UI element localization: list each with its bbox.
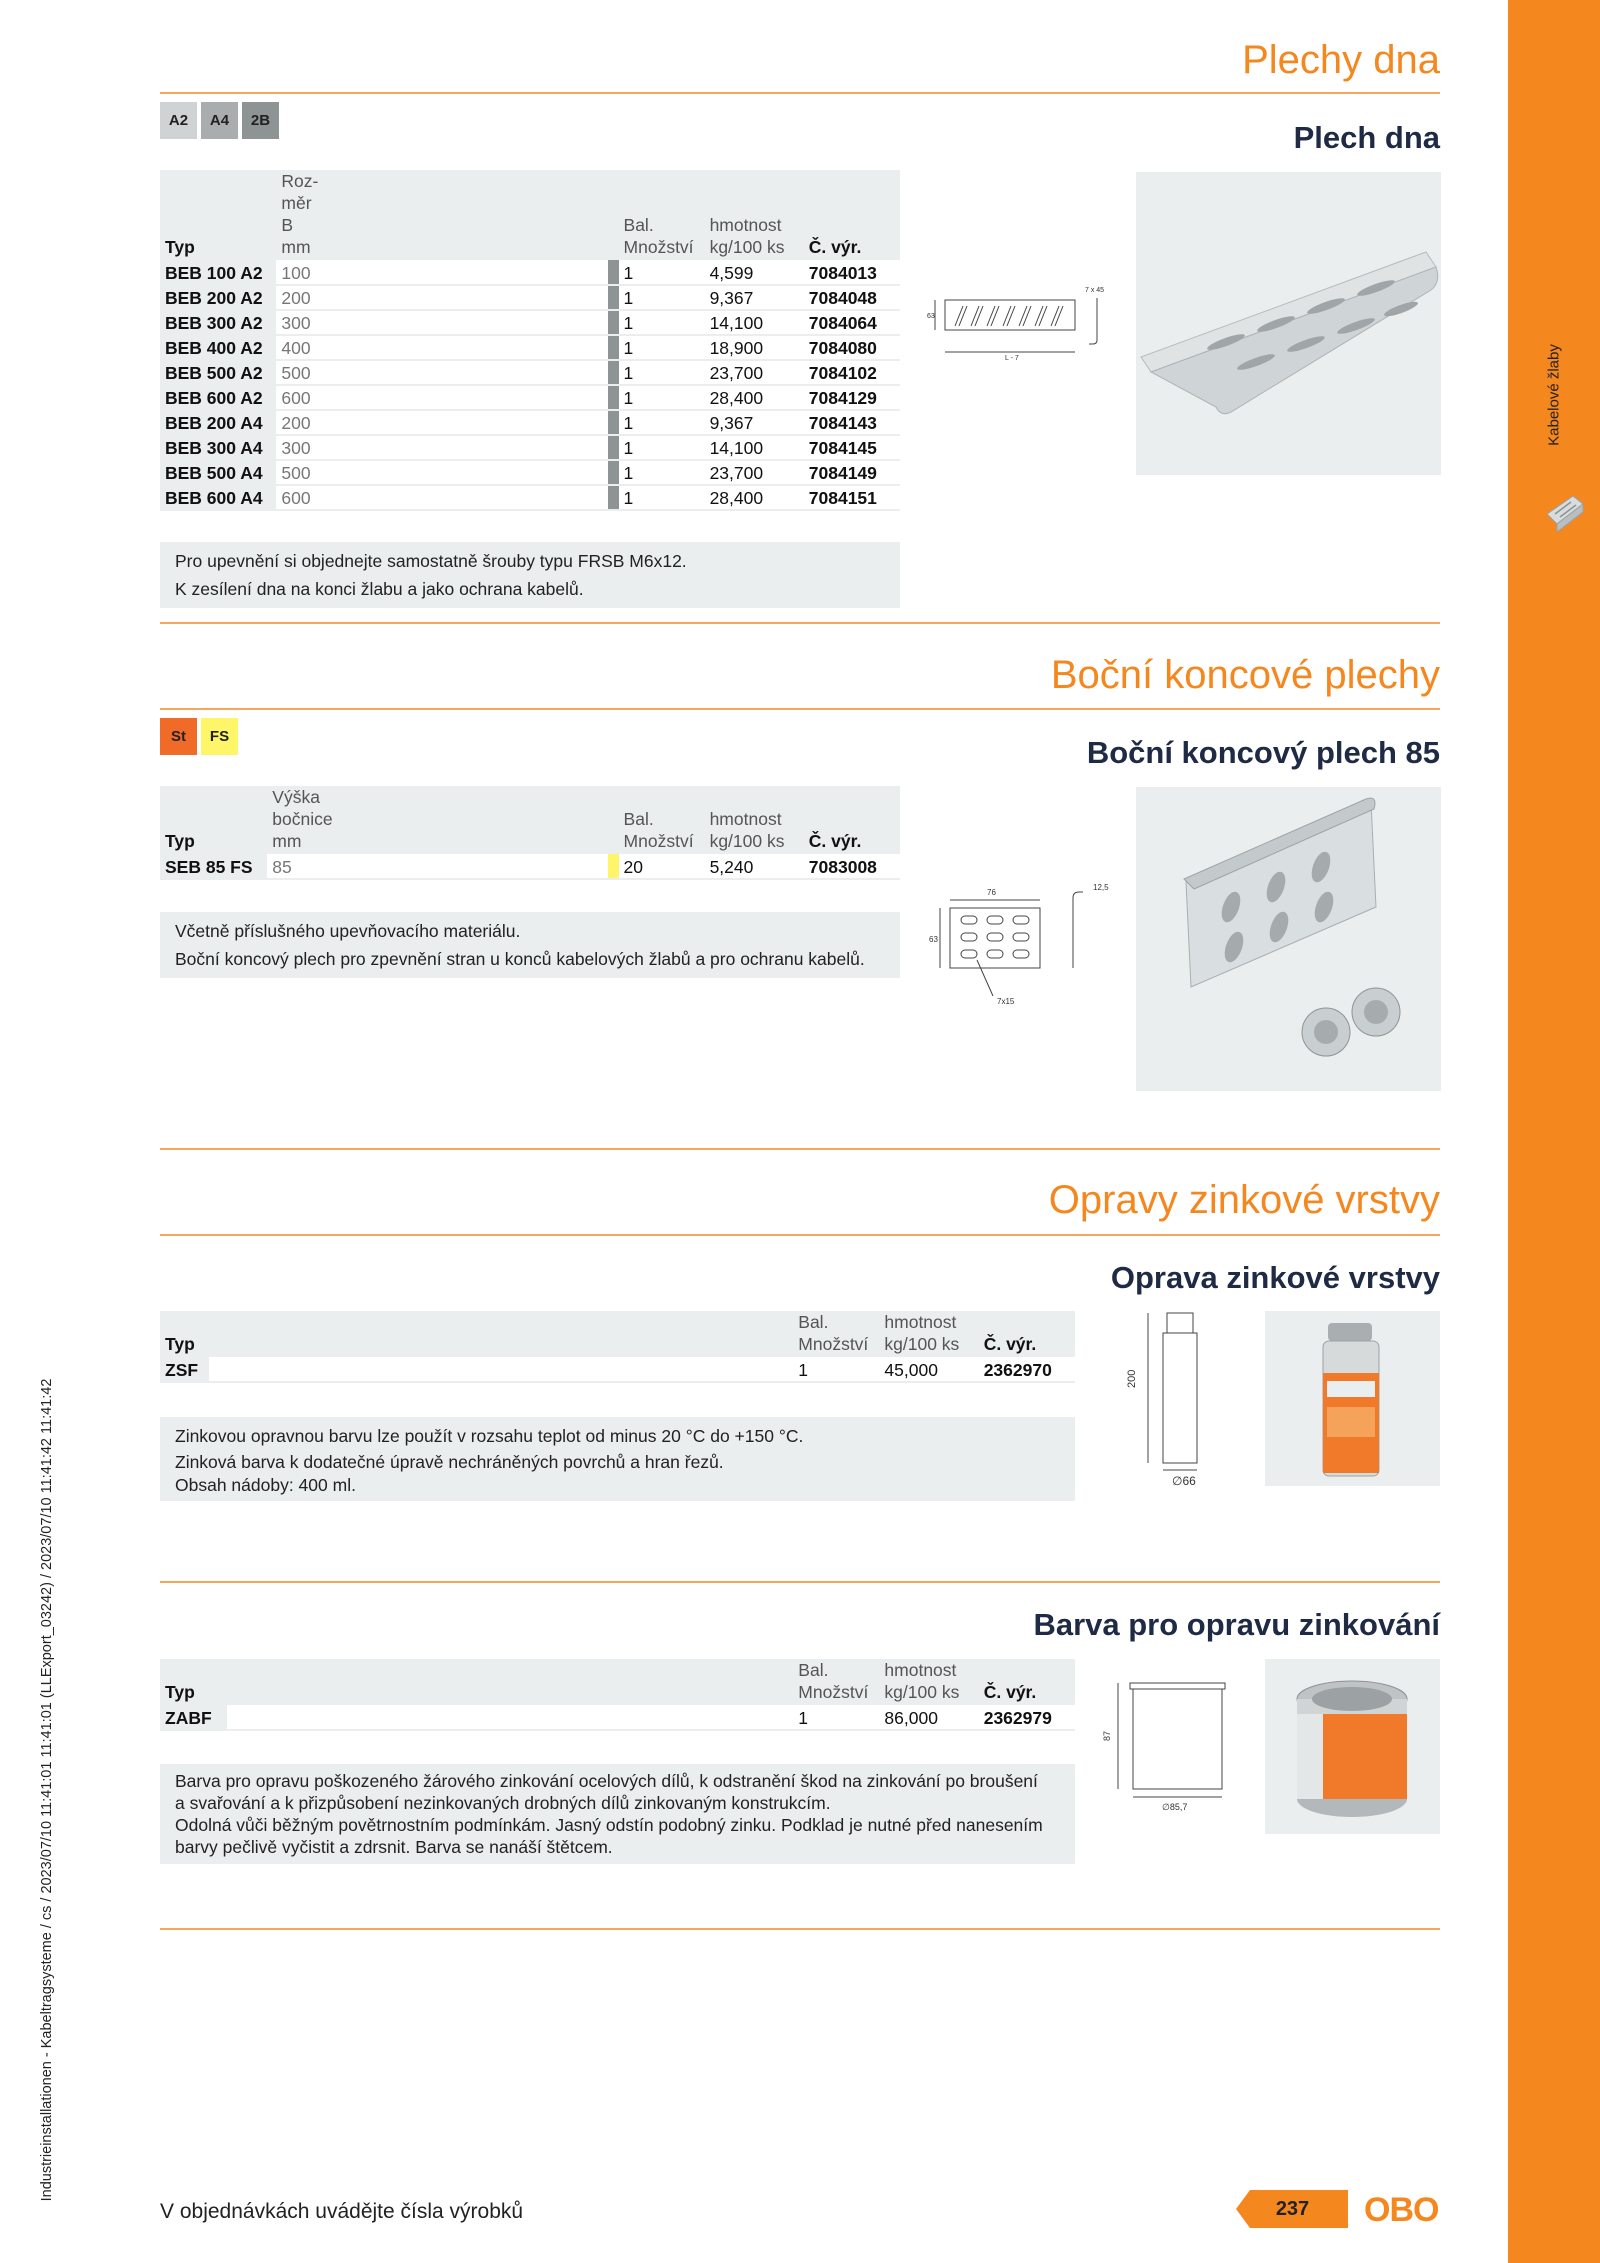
technical-drawing-bocni-plech: [925, 878, 1125, 1008]
section-rule: [160, 1581, 1440, 1583]
table-row: [160, 435, 900, 460]
cell-material-mark: [608, 335, 618, 360]
product-photo-bocni-plech: [1136, 787, 1441, 1091]
drawing-label: ∅85,7: [1162, 1802, 1188, 1812]
table-row: [160, 1357, 1075, 1382]
cell-weight: 14,100: [705, 435, 804, 460]
section-rule: [160, 1234, 1440, 1236]
cell-qty: 1: [619, 410, 705, 435]
cell-qty: 1: [619, 435, 705, 460]
col-typ: Typ: [165, 237, 195, 257]
section-title-bocni-koncove-plechy: Boční koncové plechy: [1050, 653, 1440, 697]
cell-dim: 600: [276, 385, 325, 410]
technical-drawing-paint-can: [1100, 1675, 1240, 1815]
col-article: Č. výr.: [808, 237, 862, 257]
col-article: Č. výr.: [983, 1334, 1037, 1354]
drawing-label: 200: [1126, 1369, 1138, 1388]
cell-weight: 14,100: [705, 310, 804, 335]
cell-weight: 23,700: [705, 460, 804, 485]
cell-material-mark: [608, 854, 618, 879]
col-weight: hmotnost kg/100 ks: [884, 1660, 960, 1702]
cell-article-number: 7084143: [804, 410, 900, 435]
cell-typ: BEB 400 A2: [160, 335, 276, 360]
material-badges: [160, 102, 279, 139]
material-badges: [160, 718, 238, 755]
cell-weight: 23,700: [705, 360, 804, 385]
cell-qty: 1: [619, 460, 705, 485]
cell-weight: 86,000: [879, 1705, 978, 1730]
note-box: [160, 912, 900, 978]
note-line: Boční koncový plech pro zpevnění stran u konců kabelových žlabů a pro ochranu kabelů.: [175, 949, 865, 969]
section-rule: [160, 708, 1440, 710]
table-row: [160, 310, 900, 335]
cell-typ: BEB 600 A2: [160, 385, 276, 410]
technical-drawing-plech-dna: [925, 280, 1115, 370]
table-header: [160, 1311, 1075, 1357]
table-row: [160, 385, 900, 410]
orange-sidebar: [1508, 0, 1600, 2263]
cell-article-number: 7084013: [804, 260, 900, 285]
note-line: Odolná vůči běžným povětrnostním podmínkám. Jasný odstín podobný zinku. Podklad je nutné před nanesením: [175, 1815, 1043, 1835]
drawing-label: 7 x 45: [1085, 287, 1105, 294]
col-dim: Výška bočnice mm: [272, 787, 333, 851]
cell-material-mark: [608, 310, 618, 335]
col-typ: Typ: [165, 1682, 195, 1702]
cell-material-mark: [608, 435, 618, 460]
cell-weight: 45,000: [879, 1357, 978, 1382]
cell-typ: ZSF: [160, 1357, 209, 1382]
cell-typ: BEB 500 A4: [160, 460, 276, 485]
note-line: Obsah nádoby: 400 ml.: [175, 1475, 356, 1495]
badge-a2: A2: [160, 102, 197, 139]
cell-article-number: 7084145: [804, 435, 900, 460]
obo-logo-text: OBO: [1364, 2191, 1439, 2228]
cell-article-number: 7084064: [804, 310, 900, 335]
cell-dim: 500: [276, 360, 325, 385]
cell-weight: 28,400: [705, 385, 804, 410]
cell-dim: 85: [267, 854, 341, 879]
cell-typ: BEB 600 A4: [160, 485, 276, 510]
col-qty: Bal. Množství: [623, 215, 694, 257]
col-typ: Typ: [165, 831, 195, 851]
section-rule: [160, 1928, 1440, 1930]
cell-weight: 9,367: [705, 410, 804, 435]
note-line: Barva pro opravu poškozeného žárového zinkování ocelových dílů, k odstranění škod na zinkování po broušení: [175, 1771, 1038, 1791]
technical-drawing-spray-can: [1120, 1310, 1230, 1492]
cell-dim: 400: [276, 335, 325, 360]
cell-weight: 28,400: [705, 485, 804, 510]
product-title-bocni-koncovy-plech: Boční koncový plech 85: [1086, 735, 1440, 770]
cell-material-mark: [608, 410, 618, 435]
cell-article-number: 2362979: [979, 1705, 1075, 1730]
table-row: [160, 485, 900, 510]
product-title-plech-dna: Plech dna: [1293, 120, 1440, 155]
section-rule: [160, 1148, 1440, 1150]
cell-qty: 1: [619, 385, 705, 410]
cell-typ: BEB 100 A2: [160, 260, 276, 285]
product-table-bocni-koncovy-plech: [160, 786, 900, 880]
note-box: [160, 1417, 1075, 1501]
product-photo-paint-can: [1265, 1659, 1440, 1834]
product-table-plech-dna: [160, 170, 900, 511]
cell-dim: 100: [276, 260, 325, 285]
cell-article-number: 2362970: [979, 1357, 1075, 1382]
cell-article-number: 7084149: [804, 460, 900, 485]
col-weight: hmotnost kg/100 ks: [884, 1312, 960, 1354]
cell-dim: 300: [276, 310, 325, 335]
note-line: a svařování a k přizpůsobení nezinkovaných drobných dílů zinkovaným konstrukcím.: [175, 1793, 831, 1813]
cell-article-number: 7084048: [804, 285, 900, 310]
product-table-barva-pro-opravu: [160, 1659, 1075, 1731]
cell-qty: 1: [619, 285, 705, 310]
table-row: [160, 260, 900, 285]
cell-material-mark: [608, 460, 618, 485]
col-weight: hmotnost kg/100 ks: [709, 215, 785, 257]
table-row: [160, 854, 900, 879]
note-box: [160, 542, 900, 608]
col-qty: Bal. Množství: [798, 1312, 869, 1354]
cell-qty: 1: [619, 485, 705, 510]
drawing-label: 76: [987, 888, 996, 897]
note-line: Pro upevnění si objednejte samostatně šrouby typu FRSB M6x12.: [175, 551, 687, 571]
product-table-oprava-zinkove-vrstvy: [160, 1311, 1075, 1383]
cell-material-mark: [608, 385, 618, 410]
cable-tray-icon[interactable]: [1543, 490, 1587, 534]
product-photo-spray-can: [1265, 1311, 1440, 1486]
cell-dim: 600: [276, 485, 325, 510]
note-line: Včetně příslušného upevňovacího materiálu.: [175, 921, 521, 941]
badge-a4: A4: [201, 102, 238, 139]
cell-weight: 4,599: [705, 260, 804, 285]
badge-st: St: [160, 718, 197, 755]
cell-material-mark: [608, 260, 618, 285]
cell-dim: 200: [276, 410, 325, 435]
cell-material-mark: [608, 360, 618, 385]
drawing-label: 12,5: [1093, 883, 1109, 892]
cell-weight: 18,900: [705, 335, 804, 360]
table-row: [160, 360, 900, 385]
cell-material-mark: [608, 485, 618, 510]
product-title-barva-pro-opravu-zinkovani: Barva pro opravu zinkování: [1033, 1607, 1440, 1642]
export-meta-text: Industrieinstallationen - Kabeltragsysteme / cs / 2023/07/10 11:41:01 11:41:01 (LLExport_03242) / 2023/07/10 11:41:42 11:41:42: [39, 1378, 55, 2202]
badge-fs: FS: [201, 718, 238, 755]
cell-typ: SEB 85 FS: [160, 854, 267, 879]
drawing-label: ∅66: [1172, 1474, 1196, 1488]
cell-qty: 20: [619, 854, 705, 879]
cell-material-mark: [608, 285, 618, 310]
footer-order-note: V objednávkách uvádějte čísla výrobků: [160, 2200, 524, 2223]
cell-typ: BEB 200 A2: [160, 285, 276, 310]
cell-typ: BEB 500 A2: [160, 360, 276, 385]
cell-article-number: 7084151: [804, 485, 900, 510]
cell-dim: 300: [276, 435, 325, 460]
cell-qty: 1: [619, 360, 705, 385]
section-title-plechy-dna: Plechy dna: [1242, 38, 1440, 82]
obo-logo[interactable]: [1364, 2190, 1442, 2228]
note-line: Zinkovou opravnou barvu lze použít v rozsahu teplot od minus 20 °C do +150 °C.: [175, 1426, 804, 1446]
table-row: [160, 335, 900, 360]
cell-qty: 1: [619, 335, 705, 360]
badge-2b: 2B: [242, 102, 279, 139]
sidebar-category-label[interactable]: Kabelové žlaby: [1545, 344, 1563, 446]
col-article: Č. výr.: [983, 1682, 1037, 1702]
cell-dim: 500: [276, 460, 325, 485]
col-dim: Roz- měr B mm: [281, 171, 319, 257]
cell-typ: BEB 300 A2: [160, 310, 276, 335]
cell-typ: BEB 300 A4: [160, 435, 276, 460]
cell-weight: 9,367: [705, 285, 804, 310]
col-qty: Bal. Množství: [623, 809, 694, 851]
cell-typ: BEB 200 A4: [160, 410, 276, 435]
table-row: [160, 460, 900, 485]
cell-qty: 1: [619, 260, 705, 285]
drawing-label: 63: [929, 935, 938, 944]
cell-qty: 1: [619, 310, 705, 335]
table-row: [160, 410, 900, 435]
note-line: K zesílení dna na konci žlabu a jako ochrana kabelů.: [175, 579, 584, 599]
drawing-label: 63: [927, 313, 935, 320]
cell-typ: ZABF: [160, 1705, 227, 1730]
section-title-opravy-zinkove-vrstvy: Opravy zinkové vrstvy: [1048, 1178, 1440, 1222]
cell-qty: 1: [793, 1705, 879, 1730]
table-row: [160, 1705, 1075, 1730]
col-article: Č. výr.: [808, 831, 862, 851]
product-title-oprava-zinkove-vrstvy: Oprava zinkové vrstvy: [1110, 1260, 1440, 1295]
note-line: Zinková barva k dodatečné úpravě nechráněných povrchů a hran řezů.: [175, 1452, 724, 1472]
cell-article-number: 7084102: [804, 360, 900, 385]
table-header: [160, 1659, 1075, 1705]
cell-article-number: 7084129: [804, 385, 900, 410]
col-weight: hmotnost kg/100 ks: [709, 809, 785, 851]
note-box: [160, 1764, 1075, 1864]
drawing-label: 7x15: [997, 997, 1015, 1006]
note-line: barvy pečlivě vyčistit a zdrsnit. Barva se nanáší štětcem.: [175, 1837, 613, 1857]
drawing-label: 87: [1102, 1730, 1112, 1741]
product-photo-plech-dna: [1136, 172, 1441, 475]
col-typ: Typ: [165, 1334, 195, 1354]
cell-article-number: 7084080: [804, 335, 900, 360]
cell-dim: 200: [276, 285, 325, 310]
table-header: [160, 170, 900, 260]
table-row: [160, 285, 900, 310]
col-qty: Bal. Množství: [798, 1660, 869, 1702]
page-number: 237: [1275, 2197, 1310, 2220]
section-rule: [160, 92, 1440, 94]
cell-qty: 1: [793, 1357, 879, 1382]
cell-weight: 5,240: [705, 854, 804, 879]
section-rule: [160, 622, 1440, 624]
drawing-label: L - 7: [1005, 355, 1019, 362]
table-header: [160, 786, 900, 854]
cell-article-number: 7083008: [804, 854, 900, 879]
